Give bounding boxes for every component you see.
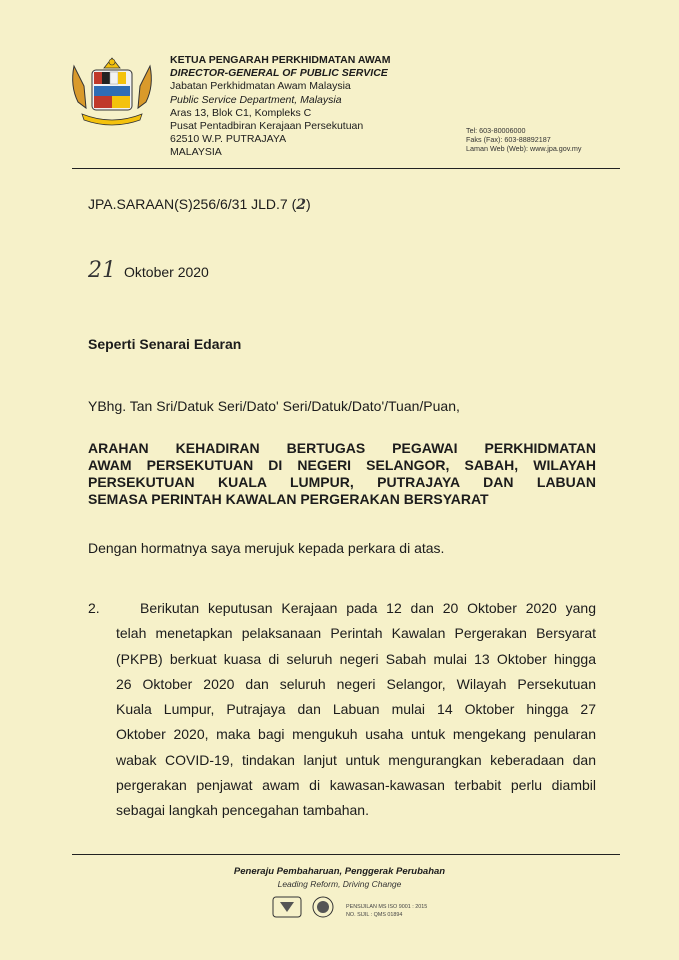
paragraph-line: sebagai langkah pencegahan tambahan.: [116, 802, 369, 819]
subject-line: ARAHAN KEHADIRAN BERTUGAS PEGAWAI PERKHIDMATAN: [88, 440, 596, 456]
contact-web: Laman Web (Web): www.jpa.gov.my: [466, 144, 582, 154]
paragraph-2: [88, 596, 596, 824]
reference-number: [88, 196, 311, 213]
iso-cert-icon: [272, 896, 302, 918]
letterhead-title-ms: KETUA PENGARAH PERKHIDMATAN AWAM: [170, 54, 391, 66]
date-month-year: Oktober 2020: [124, 264, 209, 280]
letterhead-dept-ms: Jabatan Perkhidmatan Awam Malaysia: [170, 80, 351, 93]
footer-motto-ms: Peneraju Pembaharuan, Penggerak Perubahan: [233, 866, 446, 877]
footer-divider: [72, 854, 620, 855]
certification-logos: [272, 896, 338, 918]
paragraph-line: wabak COVID-19, tindakan lanjut untuk mengurangkan keberadaan dan: [116, 751, 596, 768]
contact-tel: Tel: 603-80006000: [466, 126, 526, 135]
paragraph-line: pergerakan penjawat awam di kawasan-kawasan terbabit perlu diambil: [116, 777, 596, 794]
paragraph-line: Oktober 2020, maka bagi mengukuh usaha untuk mengekang penularan: [116, 726, 596, 743]
subject-line: PERSEKUTUAN KUALA LUMPUR, PUTRAJAYA DAN LABUAN: [88, 474, 596, 490]
header-divider: [72, 168, 620, 169]
paragraph-line: [88, 596, 596, 621]
letterhead-block: [170, 54, 391, 160]
letterhead-dept-en: Public Service Department, Malaysia: [170, 93, 342, 106]
footer-motto-en: Leading Reform, Driving Change: [277, 879, 402, 889]
paragraph-line: telah menetapkan pelaksanaan Perintah Kawalan Pergerakan Bersyarat: [116, 625, 596, 642]
letterhead-title-en: DIRECTOR-GENERAL OF PUBLIC SERVICE: [170, 67, 388, 80]
paragraph-1: Dengan hormatnya saya merujuk kepada perkara di atas.: [88, 540, 445, 556]
subject-line: SEMASA PERINTAH KAWALAN PERGERAKAN BERSYARAT: [88, 491, 489, 507]
paragraph-line: 26 Oktober 2020 dan seluruh negeri Selangor, Wilayah Persekutuan: [116, 675, 596, 692]
addressee: Seperti Senarai Edaran: [88, 336, 242, 352]
date-day-handwritten: 21: [88, 258, 116, 283]
reference-handwritten: 2: [296, 197, 307, 213]
reference-close: ): [306, 196, 311, 212]
paragraph-line: (PKPB) berkuat kuasa di seluruh negeri Sabah mulai 13 Oktober hingga: [116, 650, 596, 667]
address-line: Aras 13, Blok C1, Kompleks C: [170, 106, 312, 119]
address-line: 62510 W.P. PUTRAJAYA: [170, 133, 287, 146]
paragraph-line-text: Berikutan keputusan Kerajaan pada 12 dan 20 Oktober 2020 yang: [140, 600, 596, 616]
subject-heading: [88, 440, 596, 508]
reference-text: JPA.SARAAN(S)256/6/31 JLD.7 (: [88, 196, 297, 212]
salutation: YBhg. Tan Sri/Datuk Seri/Dato' Seri/Datuk/Dato'/Tuan/Puan,: [88, 398, 460, 414]
contact-fax: Faks (Fax): 603-88892187: [466, 135, 551, 145]
certification-text: [346, 903, 427, 919]
subject-line: AWAM PERSEKUTUAN DI NEGERI SELANGOR, SABAH, WILAYAH: [88, 457, 596, 473]
sirim-cert-icon: [308, 896, 338, 918]
contact-block: [466, 126, 581, 154]
cert-line: NO. SIJIL : QMS 01894: [346, 912, 403, 918]
letter-date: [88, 258, 209, 283]
paragraph-line: Kuala Lumpur, Putrajaya dan Labuan mulai 14 Oktober hingga 27: [116, 701, 596, 718]
address-line: Pusat Pentadbiran Kerajaan Persekutuan: [170, 120, 364, 133]
paragraph-number: 2.: [88, 600, 100, 616]
cert-line: PENSIJILAN MS ISO 9001 : 2015: [346, 904, 428, 910]
address-line: MALAYSIA: [170, 146, 222, 159]
malaysia-coat-of-arms-icon: [68, 56, 156, 128]
